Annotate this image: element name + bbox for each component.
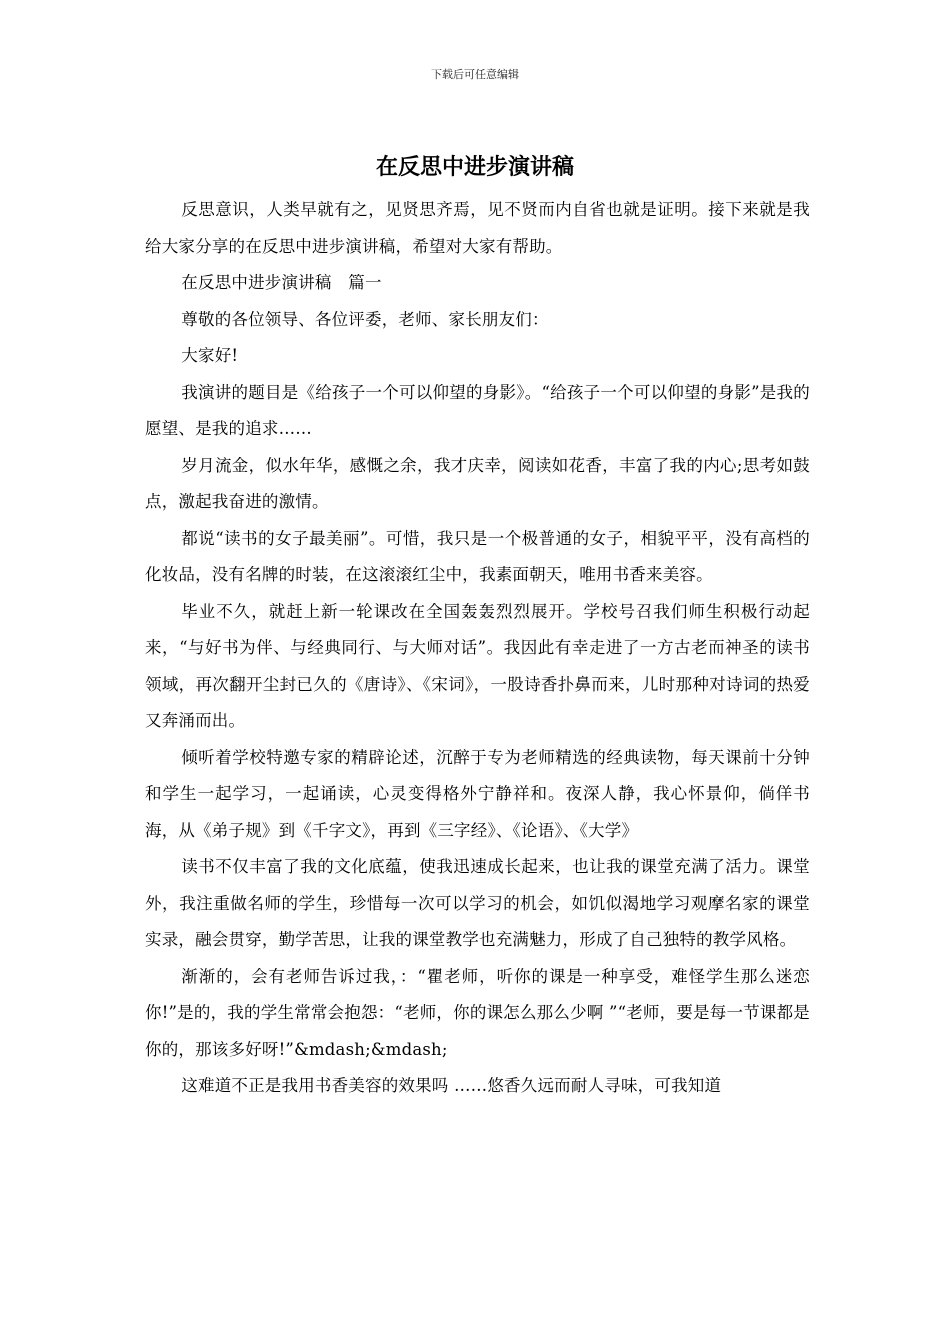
paragraph: 渐渐的，会有老师告诉过我，：“瞿老师，听你的课是一种享受，难怪学生那么迷恋你!”是的，我的学生常常会抱怨：“老师，你的课怎么那么少啊 ”“老师，要是每一节课都是你的，那该多好呀!”&mdash;&mdash; [145, 966, 810, 1059]
paragraph: 倾听着学校特邀专家的精辟论述，沉醉于专为老师精选的经典读物，每天课前十分钟和学生一起学习，一起诵读，心灵变得格外宁静祥和。夜深人静，我心怀景仰，倘佯书海，从《弟子规》到《千字文》，再到《三字经》、《论语》、《大学》 [145, 747, 810, 840]
paragraph: 大家好! [181, 346, 239, 365]
paragraph: 我演讲的题目是《给孩子一个可以仰望的身影》。“给孩子一个可以仰望的身影”是我的愿望、是我的追求…… [145, 382, 810, 438]
document-body [145, 192, 810, 1105]
document-title: 在反思中进步演讲稿 [375, 155, 574, 180]
paragraph: 尊敬的各位领导、各位评委，老师、家长朋友们： [181, 309, 549, 329]
paragraph: 岁月流金，似水年华，感慨之余，我才庆幸，阅读如花香，丰富了我的内心;思考如鼓点，激起我奋进的激情。 [145, 455, 810, 511]
paragraph: 读书不仅丰富了我的文化底蕴，使我迅速成长起来，也让我的课堂充满了活力。课堂外，我注重做名师的学生，珍惜每一次可以学习的机会，如饥似渴地学习观摩名家的课堂实录，融会贯穿，勤学苦思，让我的课堂教学也充满魅力，形成了自己独特的教学风格。 [145, 857, 810, 949]
paragraph: 这难道不正是我用书香美容的效果吗 ……悠香久远而耐人寻味，可我知道 [181, 1076, 722, 1095]
paragraph: 都说“读书的女子最美丽”。可惜，我只是一个极普通的女子，相貌平平，没有高档的化妆品，没有名牌的时装，在这滚滚红尘中，我素面朝天，唯用书香来美容。 [145, 528, 810, 584]
header-note: 下载后可任意编辑 [431, 68, 519, 81]
paragraph: 毕业不久，就赶上新一轮课改在全国轰轰烈烈展开。学校号召我们师生积极行动起来，“与好书为伴、与经典同行、与大师对话”。我因此有幸走进了一方古老而神圣的读书领域，再次翻开尘封已久的《唐诗》、《宋词》，一股诗香扑鼻而来，儿时那种对诗词的热爱又奔涌而出。 [145, 601, 810, 730]
section-heading: 在反思中进步演讲稿 篇一 [181, 273, 382, 292]
paragraph: 反思意识，人类早就有之，见贤思齐焉，见不贤而内自省也就是证明。接下来就是我给大家分享的在反思中进步演讲稿，希望对大家有帮助。 [145, 200, 810, 256]
